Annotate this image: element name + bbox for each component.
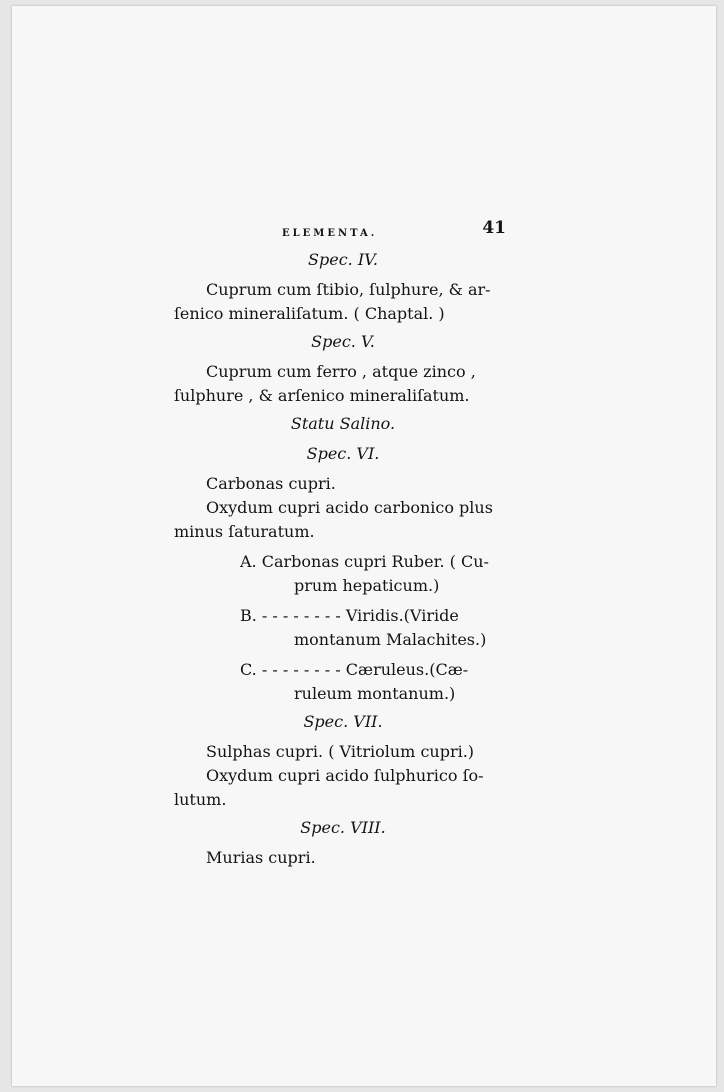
- spec-vi-heading: Spec. VI.: [306, 444, 380, 463]
- spec-vii-line-2: Oxydum cupri acido ſulphurico ſo-: [206, 766, 484, 785]
- spec-iv-line-2: ſenico mineraliſatum. ( Chaptal. ): [174, 304, 445, 323]
- spec-vi-line-3: minus ſaturatum.: [174, 522, 315, 541]
- running-header: [174, 216, 512, 244]
- spec-v-heading: Spec. V.: [311, 332, 375, 351]
- spec-vi-line-2: Oxydum cupri acido carbonico plus: [206, 498, 493, 517]
- spec-iv-line-1: Cuprum cum ſtibio, ſulphure, & ar-: [206, 280, 491, 299]
- spec-vii-line-3: lutum.: [174, 790, 227, 809]
- statu-salino-heading: Statu Salino.: [290, 414, 396, 433]
- spec-vi-line-1: Carbonas cupri.: [206, 474, 336, 493]
- spec-v-line-1: Cuprum cum ferro , atque zinco ,: [206, 362, 476, 381]
- page-content: [174, 216, 512, 870]
- variety-c-line-1: C. - - - - - - - - Cæruleus.(Cæ-: [240, 660, 469, 679]
- spec-iv-heading: Spec. IV.: [308, 250, 378, 269]
- spec-vii-line-1: Sulphas cupri. ( Vitriolum cupri.): [206, 742, 475, 761]
- variety-a-line-1: A. Carbonas cupri Ruber. ( Cu-: [240, 552, 489, 571]
- spec-viii-line-1: Murias cupri.: [206, 848, 316, 867]
- spec-vii-heading: Spec. VII.: [303, 712, 383, 731]
- variety-b-line-1: B. - - - - - - - - Viridis.(Viride: [240, 606, 459, 625]
- variety-c-line-2: ruleum montanum.): [294, 684, 456, 703]
- variety-b-line-2: montanum Malachites.): [294, 630, 487, 649]
- running-title: ELEMENTA.: [282, 228, 378, 239]
- spec-v-line-2: ſulphure , & arſenico mineraliſatum.: [174, 386, 470, 405]
- variety-a-line-2: prum hepaticum.): [294, 576, 440, 595]
- page-number: 41: [482, 218, 506, 238]
- spec-viii-heading: Spec. VIII.: [300, 818, 386, 837]
